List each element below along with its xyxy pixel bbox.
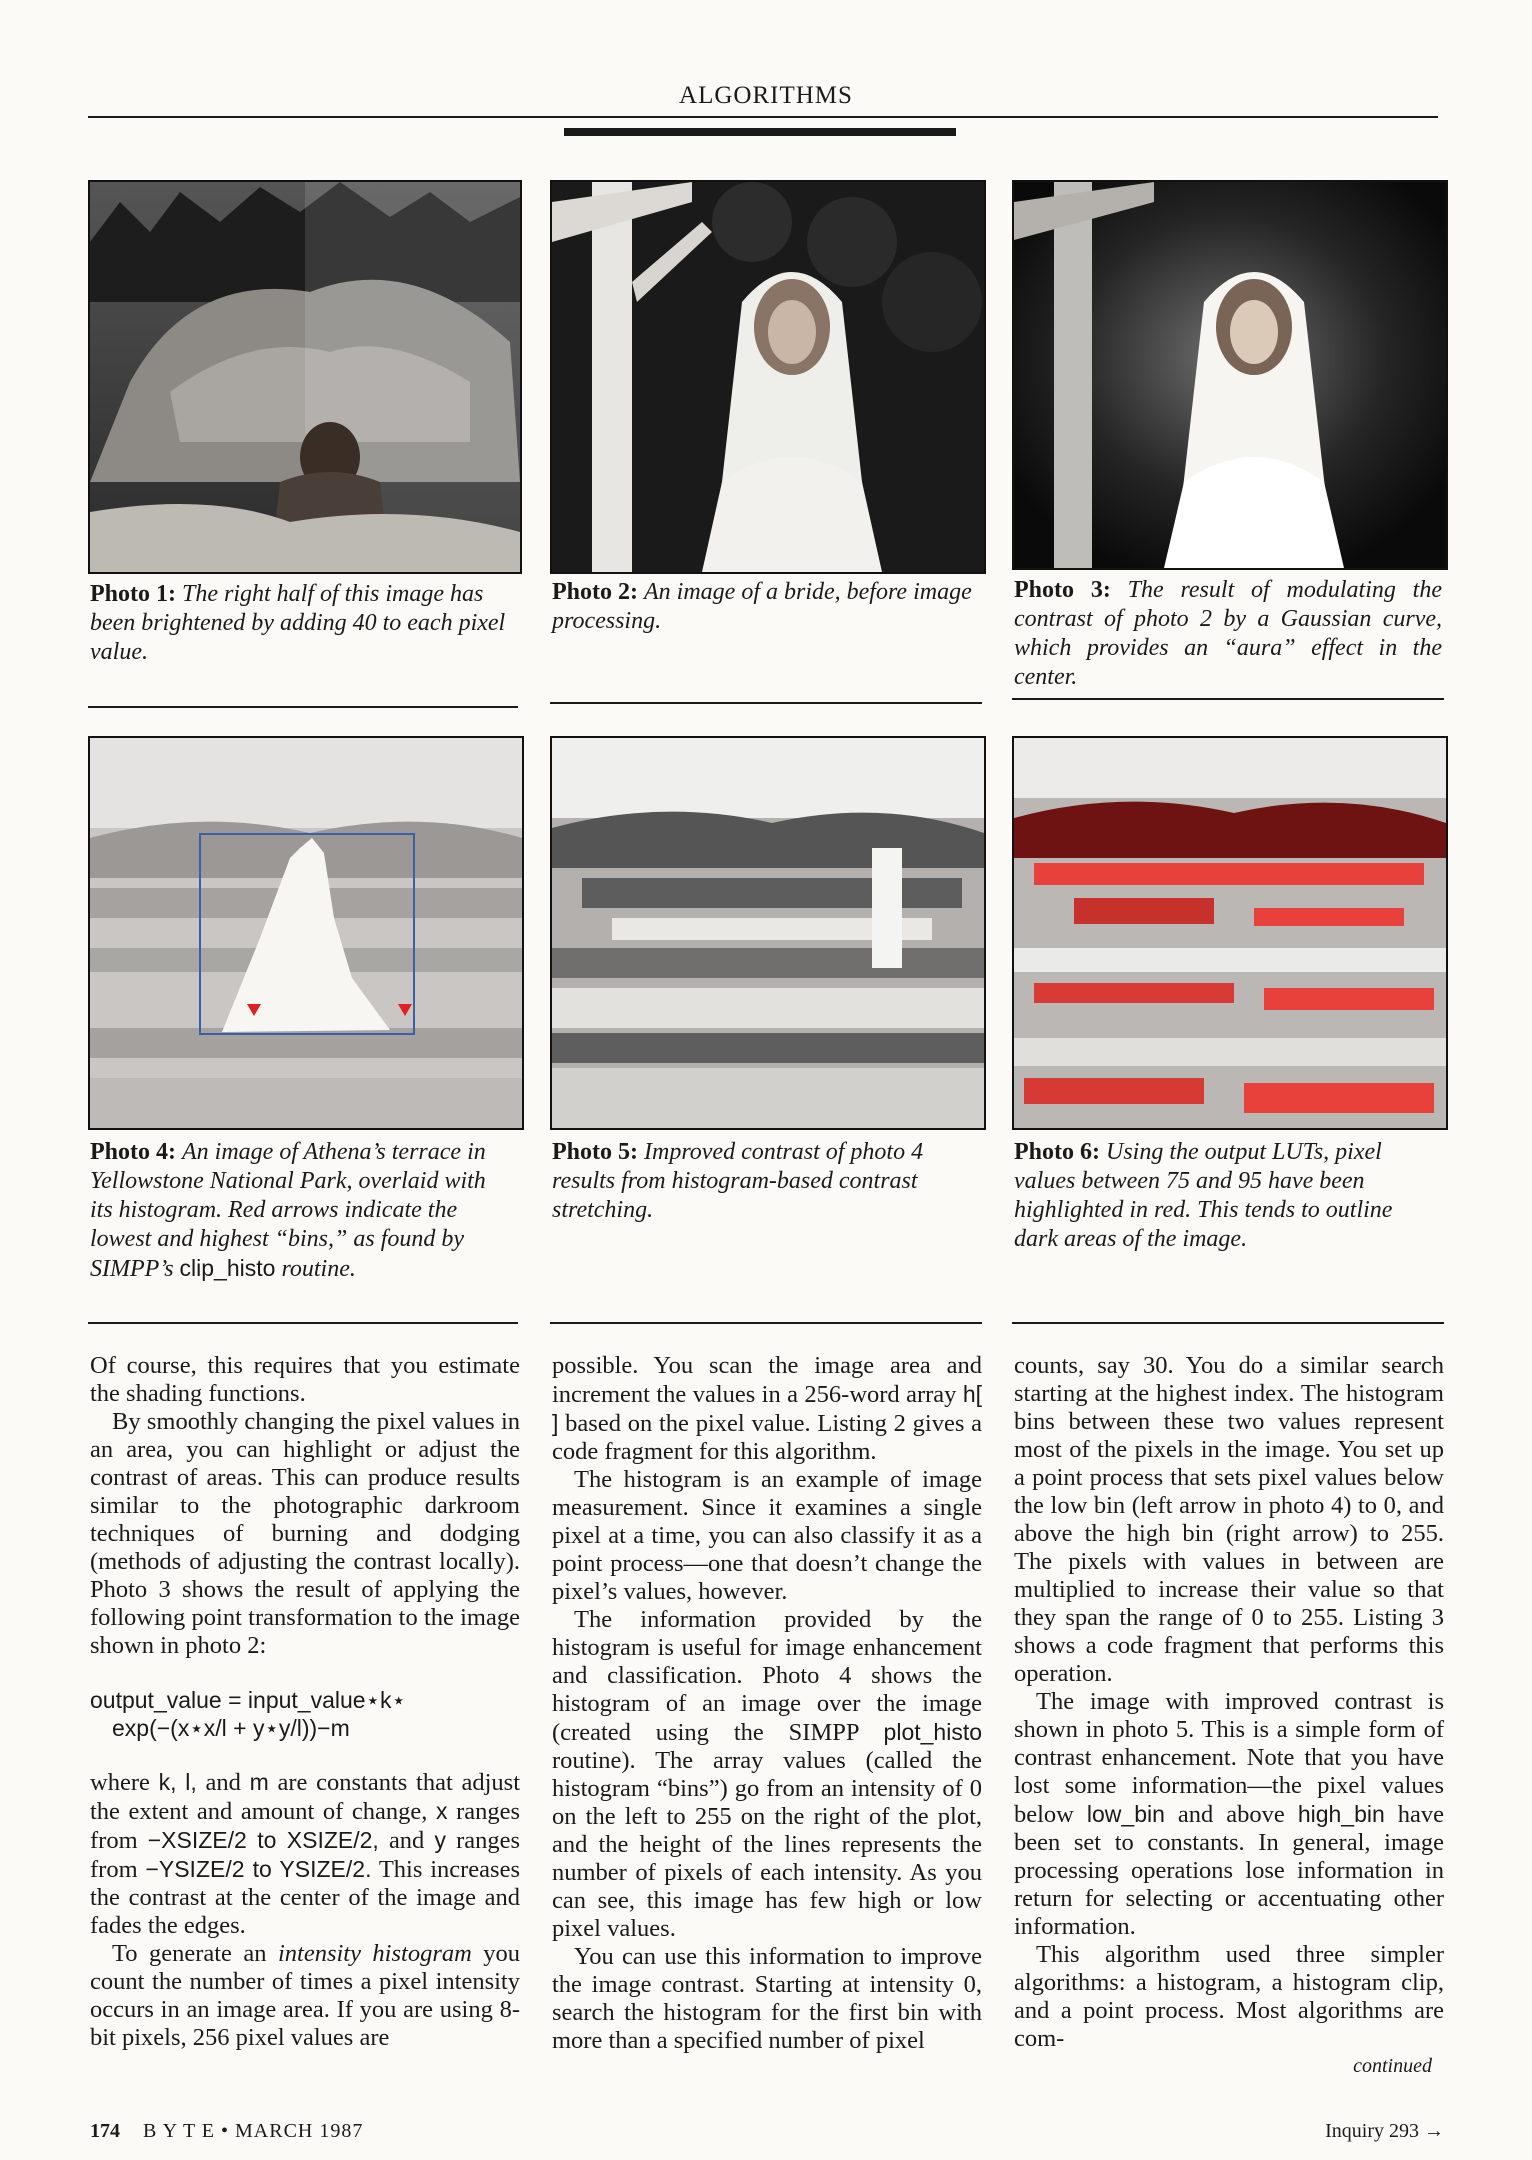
caption-rule-5 (550, 1322, 982, 1324)
photo-4-caption (90, 1138, 510, 1284)
photo-2-caption-text: An image of a bride, before image processing. (552, 579, 972, 634)
high-bin-code: high_bin (1297, 1801, 1385, 1827)
photo-2-image (550, 180, 986, 574)
photo-5-label: Photo 5: (552, 1139, 638, 1165)
col3-paragraph-1: counts, say 30. You do a similar search starting at the highest index. The histogram bins between these two values represent most of the pixels in the image. You set up a point process that sets pixel values below the low bin (left arrow in photo 4) to 0, and above the high bin (right arrow) to 255. The pixels with values in between are multiplied to increase their value so that they span the range of 0 to 255. Listing 3 shows a code fragment that performs this operation. (1014, 1352, 1444, 1687)
photo-2-caption (552, 578, 972, 636)
text-span: possible. You scan the image area and increment the values in a 256-word array (552, 1352, 982, 1408)
emphasis: intensity histogram (277, 1940, 472, 1967)
formula-line-1: output_value = input_value⋆k⋆ (90, 1687, 406, 1713)
photo-6-caption-text: Using the output LUTs, pixel values between 75 and 95 have been highlighted in red. This tends to outline dark areas of the image. (1014, 1139, 1393, 1252)
photo-4-label: Photo 4: (90, 1139, 176, 1165)
caption-rule-2 (550, 702, 982, 704)
photo-4-caption-text: An image of Athena’s terrace in Yellowstone National Park, overlaid with its histogram. Red arrows indicate the lowest and highest “bins,” as found by SIMPP’s (90, 1139, 486, 1282)
photo-4-image (88, 736, 524, 1130)
var-l: l, (185, 1769, 197, 1795)
photo-3-label: Photo 3: (1014, 577, 1111, 603)
photo-1-image (88, 180, 522, 574)
page-footer-right (1310, 2120, 1444, 2143)
var-m: m (249, 1769, 269, 1795)
photo-5-image (550, 736, 986, 1130)
col2-paragraph-1 (552, 1352, 982, 1466)
array-h-code: h[ ] (552, 1381, 982, 1436)
point-transformation-formula (90, 1686, 520, 1742)
text-span: have been set to constants. In general, image processing operations lose information in return for selecting or accentuating other information. (1014, 1801, 1445, 1940)
header-rule (88, 116, 1438, 118)
section-title: ALGORITHMS (679, 82, 853, 109)
photo-6-image (1012, 736, 1448, 1130)
col3-paragraph-2 (1014, 1688, 1444, 1941)
text-span: ranges from (90, 1827, 521, 1883)
text-span: and (388, 1827, 425, 1854)
photo-1-caption-text: The right half of this image has been brightened by adding 40 to each pixel value. (90, 581, 506, 665)
text-span: and above (1177, 1801, 1285, 1828)
publication-name: B Y T E • MARCH 1987 (143, 2120, 364, 2142)
inquiry-number: Inquiry 293 (1325, 2120, 1419, 2142)
text-span: The information provided by the histogram is useful for image enhancement and classification. Photo 4 shows the histogram of an image over the image (created using the SIMPP (552, 1606, 982, 1746)
text-span: routine). The array values (called the histogram “bins”) go from an intensity of 0 on the left to 255 on the right of the plot, and the height of the lines represents the number of pixels of each intensity. As you can see, this image has few high or low pixel values. (552, 1747, 982, 1942)
caption-rule-4 (88, 1322, 518, 1324)
text-span: The image with improved contrast is shown in photo 5. This is a simple form of contrast enhancement. Note that you have lost some information—the pixel values below (1014, 1688, 1444, 1828)
text-span: based on the pixel value. Listing 2 gives a code fragment for this algorithm. (552, 1410, 982, 1465)
page-footer-left (90, 2120, 363, 2143)
caption-rule-6 (1012, 1322, 1444, 1324)
text-span: you count the number of times a pixel intensity occurs in an image area. If you are using 8-bit pixels, 256 pixel values are (90, 1940, 520, 2051)
header-accent-bar (564, 128, 956, 136)
text-span: To generate an (112, 1940, 267, 1967)
photo-5-caption-text: Improved contrast of photo 4 results from histogram-based contrast stretching. (552, 1139, 924, 1223)
text-span: and (205, 1769, 241, 1796)
arrow-icon: → (1424, 2120, 1444, 2142)
var-k: k, (158, 1769, 177, 1795)
text-span: ranges from (90, 1798, 521, 1854)
article-column-1 (90, 1352, 520, 2052)
photo-4-caption-end: routine. (281, 1256, 356, 1282)
col3-paragraph-3: This algorithm used three simpler algorithms: a histogram, a histogram clip, and a point process. Most algorithms are com- (1014, 1941, 1444, 2052)
photo-1-caption (90, 580, 510, 667)
clip-histo-code: clip_histo (179, 1255, 276, 1281)
text-span: where (90, 1769, 150, 1796)
text-span: are constants that adjust the extent and amount of change, (90, 1769, 521, 1825)
photo-6-caption (1014, 1138, 1442, 1254)
photo-3-caption-text: The result of modulating the contrast of photo 2 by a Gaussian curve, which provides an “aura” effect in the center. (1014, 577, 1443, 690)
caption-rule-1 (88, 706, 518, 708)
low-bin-code: low_bin (1086, 1801, 1165, 1827)
photo-1-label: Photo 1: (90, 581, 176, 607)
photo-3-image (1012, 180, 1448, 570)
photo-6-label: Photo 6: (1014, 1139, 1100, 1165)
article-column-2 (552, 1352, 982, 2055)
var-y: y (434, 1827, 446, 1853)
x-range: −XSIZE/2 to XSIZE/2, (147, 1827, 379, 1853)
col2-paragraph-2: The histogram is an example of image measurement. Since it examines a single pixel at a time, you can also classify it as a point process—one that doesn’t change the pixel’s values, however. (552, 1466, 982, 1605)
caption-rule-3 (1012, 698, 1444, 700)
photo-5-caption (552, 1138, 972, 1225)
y-range: −YSIZE/2 to YSIZE/2. (145, 1856, 372, 1882)
col1-paragraph-2: By smoothly changing the pixel values in an area, you can highlight or adjust the contrast of areas. This can produce results similar to the photographic darkroom techniques of burning and dodging (methods of adjusting the contrast locally). Photo 3 shows the result of applying the following point transformation to the image shown in photo 2: (90, 1408, 520, 1659)
formula-line-2: exp(−(x⋆x/l + y⋆y/l))−m (112, 1715, 350, 1741)
col1-paragraph-4 (90, 1940, 520, 2052)
page-number: 174 (90, 2120, 120, 2142)
col2-paragraph-4: You can use this information to improve the image contrast. Starting at intensity 0, search the histogram for the first bin with more than a specified number of pixel (552, 1943, 982, 2054)
var-x: x (436, 1798, 448, 1824)
photo-3-caption (1014, 576, 1442, 692)
article-column-3 (1014, 1352, 1444, 2079)
col2-paragraph-3 (552, 1606, 982, 1943)
plot-histo-code: plot_histo (883, 1719, 983, 1745)
col1-paragraph-1: Of course, this requires that you estimate the shading functions. (90, 1352, 520, 1407)
col1-paragraph-3 (90, 1768, 520, 1940)
text-span: This increases the contrast at the center of the image and fades the edges. (90, 1856, 520, 1939)
photo-2-label: Photo 2: (552, 579, 638, 605)
continued-label: continued (1353, 2055, 1432, 2077)
